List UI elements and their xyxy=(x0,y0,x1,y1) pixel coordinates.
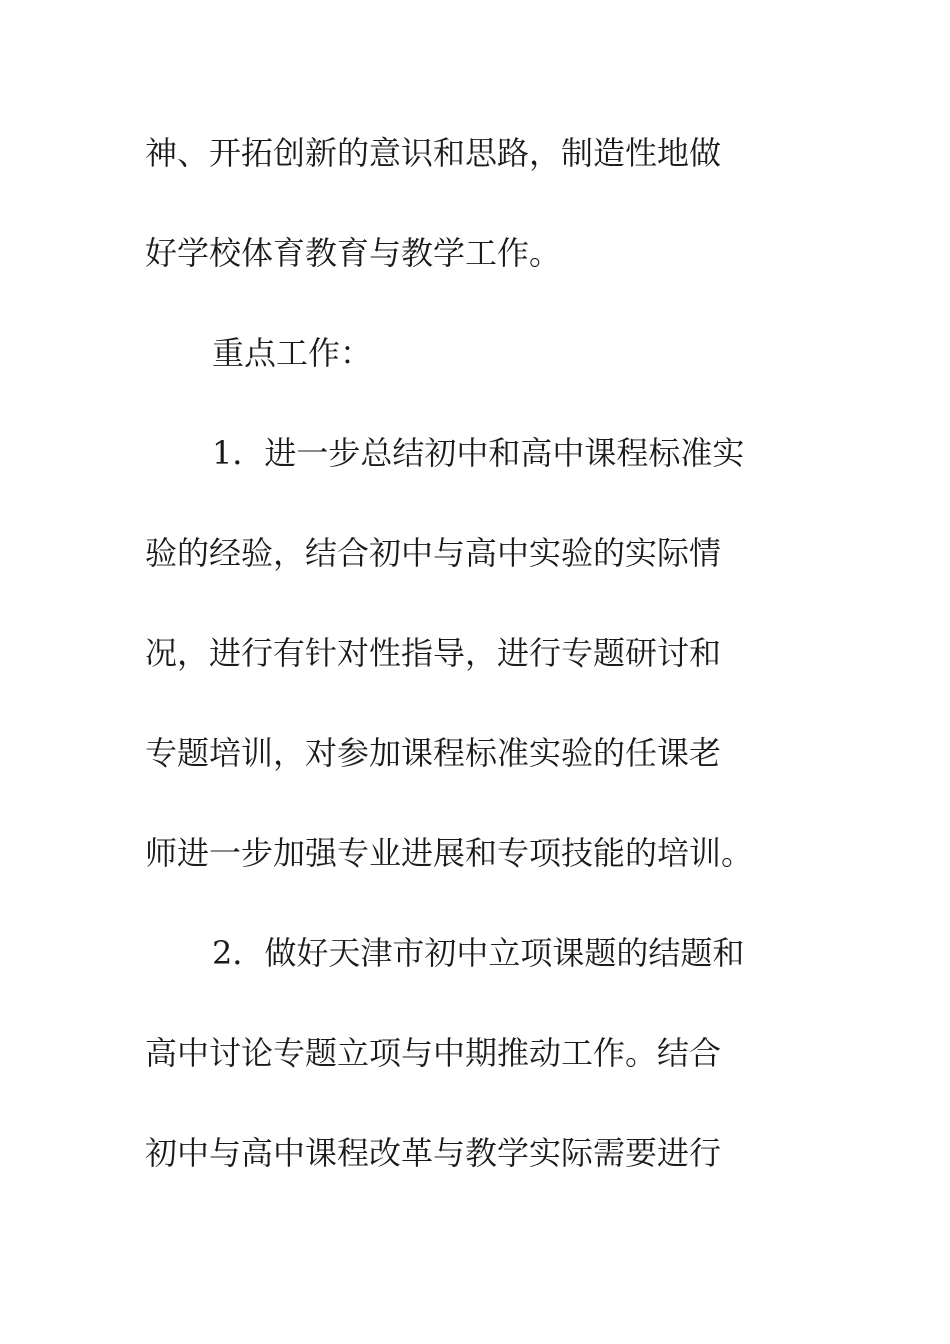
text-line: 专题培训，对参加课程标准实验的任课老 xyxy=(145,734,722,772)
text-line: 好学校体育教育与教学工作。 xyxy=(145,234,562,272)
list-item-start: 1．进一步总结初中和高中课程标准实 xyxy=(212,434,745,472)
text-line: 高中讨论专题立项与中期推动工作。结合 xyxy=(145,1034,722,1072)
text-line: 验的经验，结合初中与高中实验的实际情 xyxy=(145,534,722,572)
section-heading: 重点工作： xyxy=(212,334,373,372)
text-line: 师进一步加强专业进展和专项技能的培训。 xyxy=(145,834,754,872)
list-item-start: 2．做好天津市初中立项课题的结题和 xyxy=(212,934,745,972)
text-line: 初中与高中课程改革与教学实际需要进行 xyxy=(145,1134,722,1172)
text-line: 况，进行有针对性指导，进行专题研讨和 xyxy=(145,634,722,672)
text-line: 神、开拓创新的意识和思路，制造性地做 xyxy=(145,134,722,172)
